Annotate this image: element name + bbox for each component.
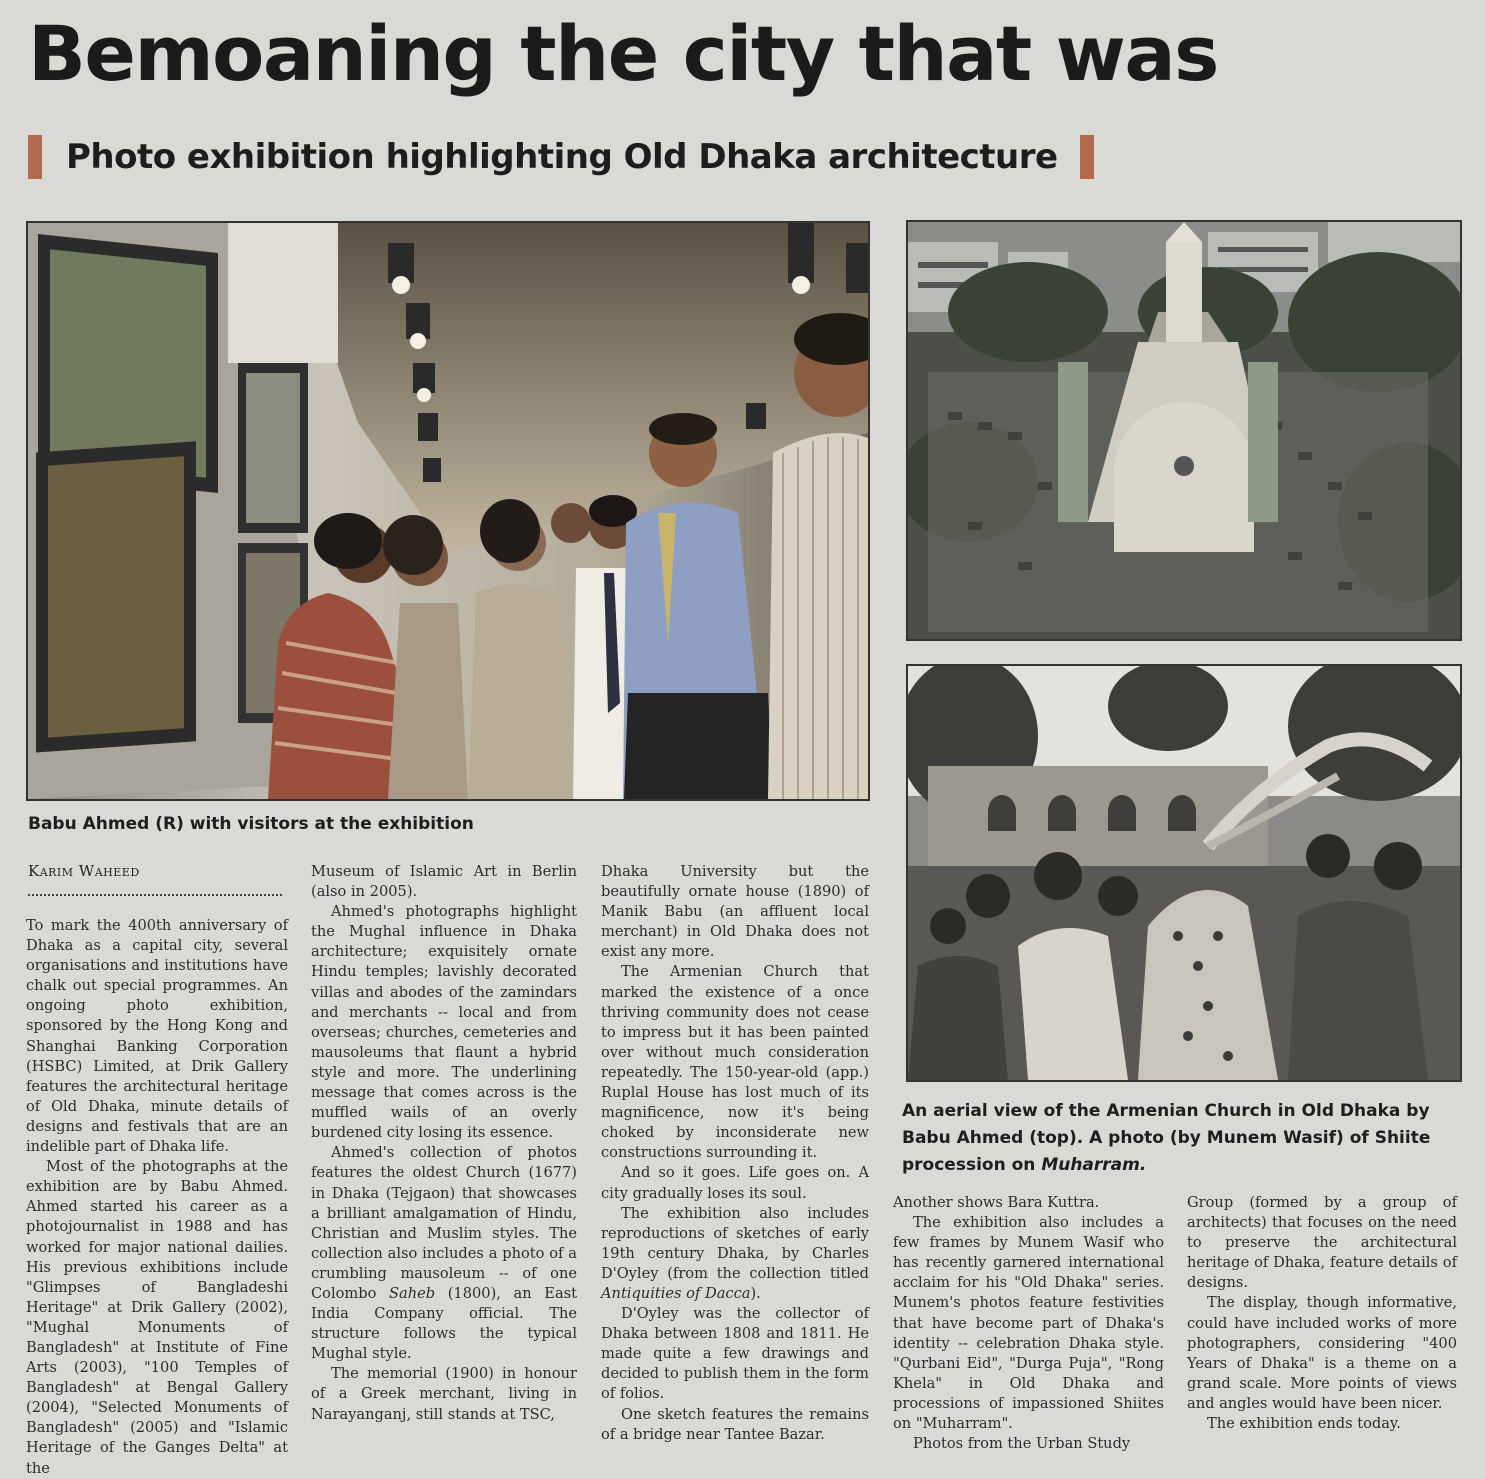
- paragraph: Dhaka University but the beautifully ornate house (1890) of Manik Babu (an affluent local merchant) in Old Dhaka does not exist any more.: [601, 863, 869, 961]
- paragraph: Most of the photographs at the exhibition are by Babu Ahmed. Ahmed started his career as a photojournalist in 1988 and has worked for major national dailies. His previous exhibitions include "Glimpses of Bangladeshi Heritage" at Drik Gallery (2002), "Mughal Monuments of Bangladesh" at Institute of Fine Arts (2003), "100 Temples of Bangladesh" at Bengal Gallery (2004), "Selected Monuments of Bangladesh" (2005) and "Islamic Heritage of the Ganges Delta" at the: [26, 1158, 288, 1477]
- paragraph: And so it goes. Life goes on. A city gradually loses its soul.: [601, 1164, 869, 1202]
- text-run: The exhibition also includes reproductions of sketches of early 19th century Dhaka, by Charles D'Oyley (from the collection titled: [601, 1204, 869, 1282]
- paragraph: To mark the 400th anniversary of Dhaka as a capital city, several organisations and institutions have chalk out special programmes. An ongoing photo exhibition, sponsored by the Hong Kong and Shanghai Banking Corporation (HSBC) Limited, at Drik Gallery features the architectural heritage of Old Dhaka, minute details of designs and festivals that are an indelible part of Dhaka life.: [26, 917, 288, 1156]
- photo-armenian-church-aerial: [906, 220, 1462, 641]
- text-run-italic: Saheb: [389, 1284, 436, 1302]
- article-column-3: [601, 862, 869, 1445]
- article-column-1: [26, 916, 288, 1479]
- photo-shiite-procession: [906, 664, 1462, 1082]
- paragraph: The memorial (1900) in honour of a Greek merchant, living in Narayanganj, still stands at TSC,: [311, 1365, 577, 1423]
- paragraph: Another shows Bara Kuttra.: [893, 1194, 1100, 1211]
- right-photos-caption: [902, 1098, 1462, 1179]
- right-caption-text: An aerial view of the Armenian Church in Old Dhaka by Babu Ahmed (top). A photo (by Munem Wasif) of Shiite procession on: [902, 1101, 1431, 1175]
- paragraph: [311, 1143, 577, 1364]
- paragraph: The exhibition ends today.: [1207, 1415, 1401, 1433]
- text-run: Ahmed's collection of photos features the oldest Church (1677) in Dhaka (Tejgaon) that showcases a brilliant amalgamation of Hindu, Christian and Muslim styles. The collection also includes a photo of a crumbling mausoleum -- of one Colombo: [311, 1144, 577, 1302]
- article-column-4: [893, 1193, 1164, 1454]
- subheadline-left-bar: [28, 135, 42, 179]
- headline: Bemoaning the city that was: [28, 9, 1218, 98]
- paragraph: Photos from the Urban Study: [913, 1435, 1131, 1453]
- paragraph: The display, though informative, could have included works of more photographers, considering "400 Years of Dhaka" is a theme on a grand scale. More points of views and angles would have been nicer.: [1187, 1294, 1457, 1412]
- paragraph: Museum of Islamic Art in Berlin (also in 2005).: [311, 863, 577, 901]
- paragraph: Group (formed by a group of architects) that focuses on the need to preserve the architectural heritage of Dhaka, feature details of designs.: [1187, 1194, 1457, 1292]
- photo-exhibition-visitors: [26, 221, 870, 801]
- text-run: (1800), an East India Company official. The structure follows the typical Mughal style.: [311, 1284, 577, 1363]
- text-run-italic: Antiquities of Dacca: [601, 1284, 751, 1302]
- paragraph: One sketch features the remains of a bridge near Tantee Bazar.: [601, 1405, 869, 1443]
- article-column-2: [311, 862, 577, 1425]
- right-caption-italic: Muharram.: [1041, 1155, 1147, 1175]
- subheadline-right-bar: [1080, 135, 1094, 179]
- gallery-photo-caption: Babu Ahmed (R) with visitors at the exhibition: [28, 814, 474, 834]
- paragraph: The exhibition also includes a few frames by Munem Wasif who has recently garnered international acclaim for his "Old Dhaka" series. Munem's photos feature festivities that have become part of Dhaka's identity -- celebration Dhaka style. "Qurbani Eid", "Durga Puja", "Rong Khela" in Old Dhaka and processions of impassioned Shiites on "Muharram".: [893, 1214, 1164, 1433]
- text-run: ).: [750, 1284, 761, 1302]
- paragraph: Ahmed's photographs highlight the Mughal influence in Dhaka architecture; exquisitely ornate Hindu temples; lavishly decorated villas and abodes of the zamindars and merchants -- local and from overseas; churches, cemeteries and mausoleums that flaunt a hybrid style and more. The underlining message that comes across is the muffled wails of an overly burdened city losing its essence.: [311, 903, 577, 1142]
- subheadline-text: Photo exhibition highlighting Old Dhaka architecture: [66, 137, 1058, 177]
- paragraph: The Armenian Church that marked the existence of a once thriving community does not cease to impress but it has been painted over without much consideration repeatedly. The 150-year-old (app.) Ruplal House has lost much of its magnificence, now it's being choked by inconsiderate new constructions surrounding it.: [601, 963, 869, 1162]
- byline: Karim Waheed: [28, 862, 282, 896]
- subheadline: [28, 132, 1094, 182]
- paragraph: D'Oyley was the collector of Dhaka between 1808 and 1811. He made quite a few drawings and decided to publish them in the form of folios.: [601, 1305, 869, 1403]
- paragraph: [601, 1204, 869, 1304]
- article-column-5: [1187, 1193, 1457, 1434]
